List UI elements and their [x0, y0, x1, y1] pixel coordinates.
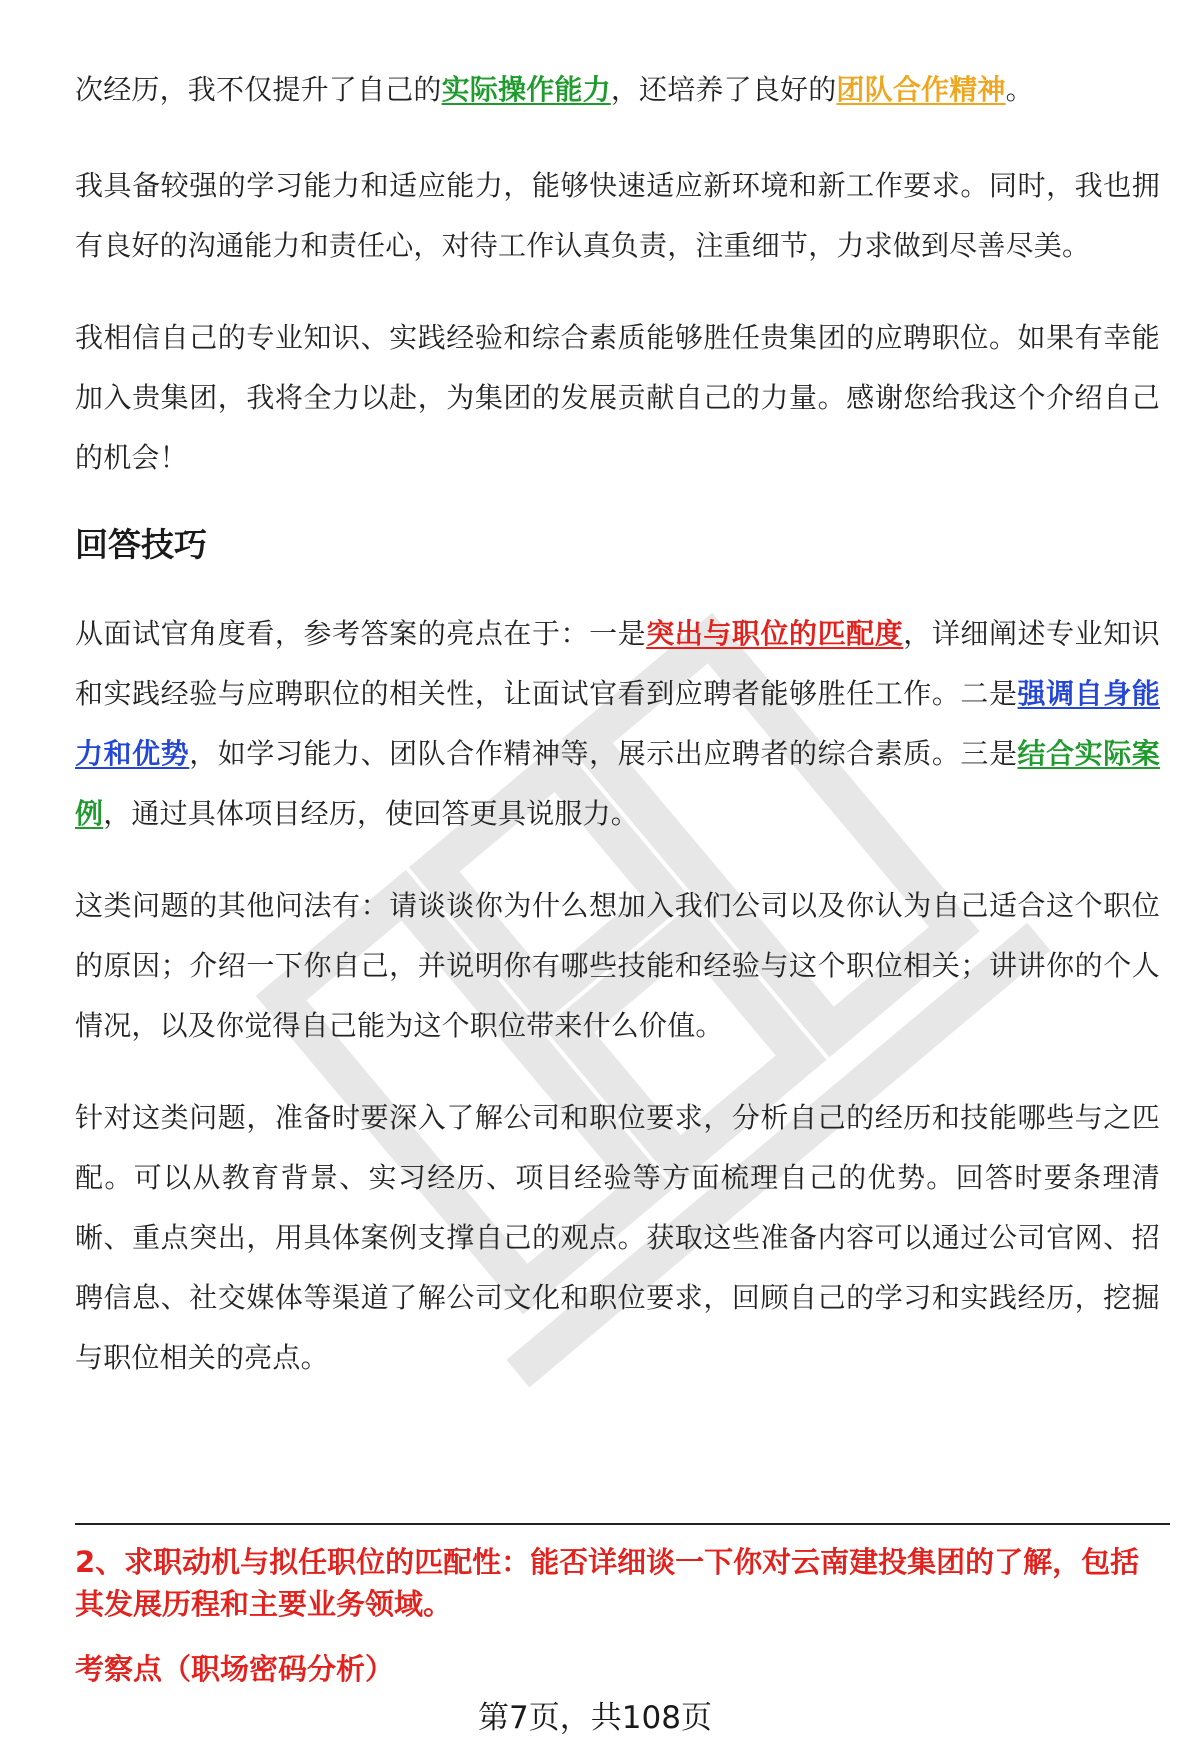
assessment-point-label: 考察点（职场密码分析）: [75, 1652, 395, 1686]
paragraph-alt-questions: 这类问题的其他问法有：请谈谈你为什么想加入我们公司以及你认为自己适合这个职位的原因；介绍一下你自己，并说明你有哪些技能和经验与这个职位相关；讲讲你的个人情况，以及你觉得自己能为这个职位带来什么价值。: [75, 889, 1160, 1042]
paragraph-text: 从面试官角度看，参考答案的亮点在于：一是: [75, 617, 647, 650]
section-heading-tips: 回答技巧: [75, 525, 207, 564]
paragraph-text: ，如学习能力、团队合作精神等，展示出应聘者的综合素质。三是: [189, 737, 1018, 770]
highlight-own-strengths: 强调自身能力和优势: [75, 677, 1160, 770]
paragraph-preparation: 针对这类问题，准备时要深入了解公司和职位要求，分析自己的经历和技能哪些与之匹配。可以从教育背景、实习经历、项目经验等方面梳理自己的优势。回答时要条理清晰、重点突出，用具体案例支撑自己的观点。获取这些准备内容可以通过公司官网、招聘信息、社交媒体等渠道了解公司文化和职位要求，回顾自己的学习和实践经历，挖掘与职位相关的亮点。: [75, 1101, 1160, 1374]
paragraph-text: 。: [1005, 73, 1034, 106]
highlight-real-cases: 结合实际案例: [75, 737, 1160, 830]
highlight-job-match: 突出与职位的匹配度: [646, 617, 904, 650]
paragraph-text: ，通过具体项目经历，使回答更具说服力。: [103, 797, 640, 830]
paragraph-experience: [75, 60, 1160, 120]
paragraph-tips-highlights: [75, 604, 1160, 844]
question-title: 2、求职动机与拟任职位的匹配性：能否详细谈一下你对云南建投集团的了解，包括其发展历程和主要业务领域。: [75, 1545, 1140, 1621]
paragraph-text: ，详细阐述专业知识和实践经验与应聘职位的相关性，让面试官看到应聘者能够胜任工作。二是: [75, 617, 1160, 710]
section-divider: [75, 1523, 1170, 1525]
document-body: [75, 60, 1160, 1420]
paragraph-text: 次经历，我不仅提升了自己的: [75, 73, 442, 106]
paragraph-closing: 我相信自己的专业知识、实践经验和综合素质能够胜任贵集团的应聘职位。如果有幸能加入贵集团，我将全力以赴，为集团的发展贡献自己的力量。感谢您给我这个介绍自己的机会！: [75, 321, 1160, 474]
page-footer: 第7页，共108页: [478, 1700, 712, 1736]
highlight-practical-ability: 实际操作能力: [441, 73, 611, 106]
paragraph-text: ，还培养了良好的: [610, 73, 837, 106]
highlight-team-spirit: 团队合作精神: [836, 73, 1006, 106]
paragraph-abilities: 我具备较强的学习能力和适应能力，能够快速适应新环境和新工作要求。同时，我也拥有良好的沟通能力和责任心，对待工作认真负责，注重细节，力求做到尽善尽美。: [75, 169, 1160, 262]
